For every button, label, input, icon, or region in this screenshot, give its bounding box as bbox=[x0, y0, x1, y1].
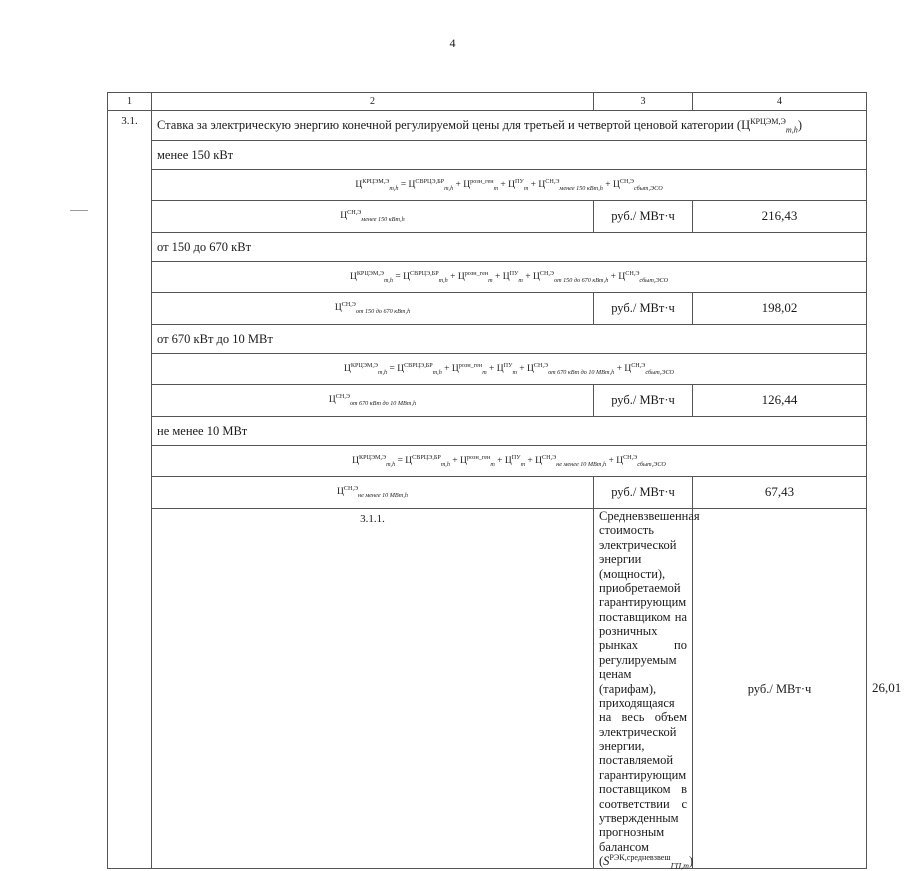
formula-term: $Ц^{розн\_ген}_m$ bbox=[457, 270, 493, 284]
formula-term: $Ц^{СН,Э}_{от 150 до 670 кВт,h}$ bbox=[334, 301, 411, 315]
formula-term: $Ц^{КРЦЭМ,Э}_{m,h}$ bbox=[352, 454, 396, 468]
formula-term: $Ц^{СН,Э}_{не менее 10 МВт,h}$ bbox=[535, 454, 607, 468]
formula-operator: + bbox=[516, 363, 528, 374]
value-label bbox=[152, 477, 594, 509]
tariff-table bbox=[107, 92, 902, 871]
formula bbox=[152, 446, 867, 477]
formula-term: $Ц^{СН,Э}_{сбыт,ЭСО}$ bbox=[618, 270, 669, 284]
formula-operator: + bbox=[528, 179, 539, 190]
header-col-1: 1 bbox=[108, 93, 152, 111]
unit: руб./ МВт·ч bbox=[594, 201, 693, 233]
formula-operator: + bbox=[494, 455, 505, 466]
header-row bbox=[108, 93, 867, 111]
formula-row bbox=[108, 446, 867, 477]
value-row bbox=[108, 385, 867, 417]
formula-operator: + bbox=[453, 179, 464, 190]
unit: руб./ МВт·ч bbox=[594, 385, 693, 417]
category-name: от 150 до 670 кВт bbox=[152, 233, 867, 262]
header-col-3: 3 bbox=[594, 93, 693, 111]
section-3-1-1-description: Средневзвешенная стоимость электрической энергии (мощности), приобретаемой гарантирующим поставщиком на розничных рынках по регулируемым ценам (тарифам), приходящаяся на весь объем электрической энергии, поставляемой гарантирующим поставщиком в соответствии с утвержденным прогнозным балансом $(S^{РЭК,средневзвеш}_{ГП,m})$ bbox=[594, 509, 693, 869]
value: 216,43 bbox=[693, 201, 867, 233]
stray-mark bbox=[70, 210, 88, 211]
formula-term: $Ц^{КРЦЭМ,Э}_{m,h}$ bbox=[349, 270, 394, 284]
category-name: менее 150 кВт bbox=[152, 141, 867, 170]
formula-operator: + bbox=[447, 271, 458, 282]
unit: руб./ МВт·ч bbox=[594, 293, 693, 325]
formula-term: $Ц^{СН,Э}_{сбыт,ЭСО}$ bbox=[616, 454, 666, 468]
value-row bbox=[108, 293, 867, 325]
formula-operator: + bbox=[492, 271, 503, 282]
unit: руб./ МВт·ч bbox=[693, 509, 867, 869]
section-3-1-title: Ставка за электрическую энергию конечной регулируемой цены для третьей и четвертой ценовой категории $(Ц^{КРЦЭМ,Э}_{m,h})$ bbox=[152, 111, 867, 141]
formula-term: $Ц^{СН,Э}_{от 150 до 670 кВт,h}$ bbox=[532, 270, 609, 284]
section-number-3-1: 3.1. bbox=[108, 111, 152, 869]
formula-term: $Ц^{КРЦЭМ,Э}_{m,h}$ bbox=[355, 178, 399, 192]
formula-operator: + bbox=[522, 271, 533, 282]
formula-operator: + bbox=[525, 455, 536, 466]
formula-term: $Ц^{ПУ}_m$ bbox=[508, 178, 529, 192]
value-label bbox=[152, 293, 594, 325]
category-row bbox=[108, 325, 867, 354]
formula-term: $Ц^{СН,Э}_{сбыт,ЭСО}$ bbox=[624, 362, 674, 376]
formula-operator: = bbox=[398, 179, 409, 190]
formula-term: $Ц^{СВРЦЭ,БР}_{m,h}$ bbox=[403, 270, 448, 284]
formula bbox=[152, 170, 867, 201]
formula-term: $Ц^{розн\_ген}_m$ bbox=[463, 178, 499, 192]
value: 198,02 bbox=[693, 293, 867, 325]
category-row bbox=[108, 417, 867, 446]
formula-operator: + bbox=[606, 455, 617, 466]
category-name: от 670 кВт до 10 МВт bbox=[152, 325, 867, 354]
page-number: 4 bbox=[449, 36, 456, 50]
formula-operator: = bbox=[395, 455, 406, 466]
formula-term: $Ц^{СН,Э}_{менее 150 кВт,h}$ bbox=[538, 178, 603, 192]
header-col-4: 4 bbox=[693, 93, 867, 111]
value: 126,44 bbox=[693, 385, 867, 417]
value-row bbox=[108, 477, 867, 509]
formula-term: $Ц^{СН,Э}_{сбыт,ЭСО}$ bbox=[612, 178, 663, 192]
formula-row bbox=[108, 354, 867, 385]
section-3-1-1-row: 3.1.1. Средневзвешенная стоимость электрической энергии (мощности), приобретаемой гарантирующим поставщиком на розничных рынках по регулируемым ценам (тарифам), приходящаяся на весь объем электрической энергии, поставляемой гарантирующим поставщиком в соответствии с утвержденным прогнозным балансом $(S^{РЭК,средневзвеш}_{ГП,m})$ руб./ МВт·ч 26,01 bbox=[108, 509, 867, 869]
formula bbox=[152, 262, 867, 293]
formula-operator: + bbox=[602, 179, 613, 190]
formula-term: $Ц^{КРЦЭМ,Э}_{m,h}$ bbox=[344, 362, 388, 376]
formula-term: $Ц^{СВРЦЭ,БР}_{m,h}$ bbox=[405, 454, 450, 468]
formula-term: $Ц^{ПУ}_m$ bbox=[502, 270, 523, 284]
formula-operator: = bbox=[387, 363, 398, 374]
category-name: не менее 10 МВт bbox=[152, 417, 867, 446]
formula bbox=[152, 354, 867, 385]
category-row bbox=[108, 233, 867, 262]
formula-term: $Ц^{ПУ}_m$ bbox=[496, 362, 517, 376]
formula-operator: + bbox=[614, 363, 625, 374]
formula-operator: + bbox=[486, 363, 497, 374]
formula-term: $Ц^{ПУ}_m$ bbox=[504, 454, 526, 468]
formula-term: $Ц^{СН,Э}_{не менее 10 МВт,h}$ bbox=[337, 485, 408, 499]
formula-operator: + bbox=[608, 271, 619, 282]
unit: руб./ МВт·ч bbox=[594, 477, 693, 509]
formula-operator: + bbox=[498, 179, 509, 190]
formula-term: $Ц^{СВРЦЭ,БР}_{m,h}$ bbox=[397, 362, 442, 376]
section-3-1-title-row bbox=[108, 111, 867, 141]
section-number-3-1-1: 3.1.1. bbox=[152, 509, 594, 869]
formula-term: $Ц^{розн\_ген}_m$ bbox=[451, 362, 487, 376]
formula-row bbox=[108, 170, 867, 201]
header-col-2: 2 bbox=[152, 93, 594, 111]
value-label bbox=[152, 385, 594, 417]
value-row bbox=[108, 201, 867, 233]
value-label bbox=[152, 201, 594, 233]
formula-operator: + bbox=[441, 363, 452, 374]
formula-row bbox=[108, 262, 867, 293]
formula-term: $Ц^{розн\_ген}_m$ bbox=[460, 454, 495, 468]
formula-term: $Ц^{СН,Э}_{от 670 кВт до 10 МВт,h}$ bbox=[527, 362, 615, 376]
formula-term: $Ц^{СН,Э}_{от 670 кВт до 10 МВт,h}$ bbox=[328, 393, 417, 407]
formula-operator: = bbox=[393, 271, 404, 282]
value: 67,43 bbox=[693, 477, 867, 509]
formula-operator: + bbox=[449, 455, 461, 466]
category-row bbox=[108, 141, 867, 170]
formula-term: $Ц^{СН,Э}_{менее 150 кВт,h}$ bbox=[340, 209, 405, 223]
formula-term: $Ц^{СВРЦЭ,БР}_{m,h}$ bbox=[408, 178, 454, 192]
